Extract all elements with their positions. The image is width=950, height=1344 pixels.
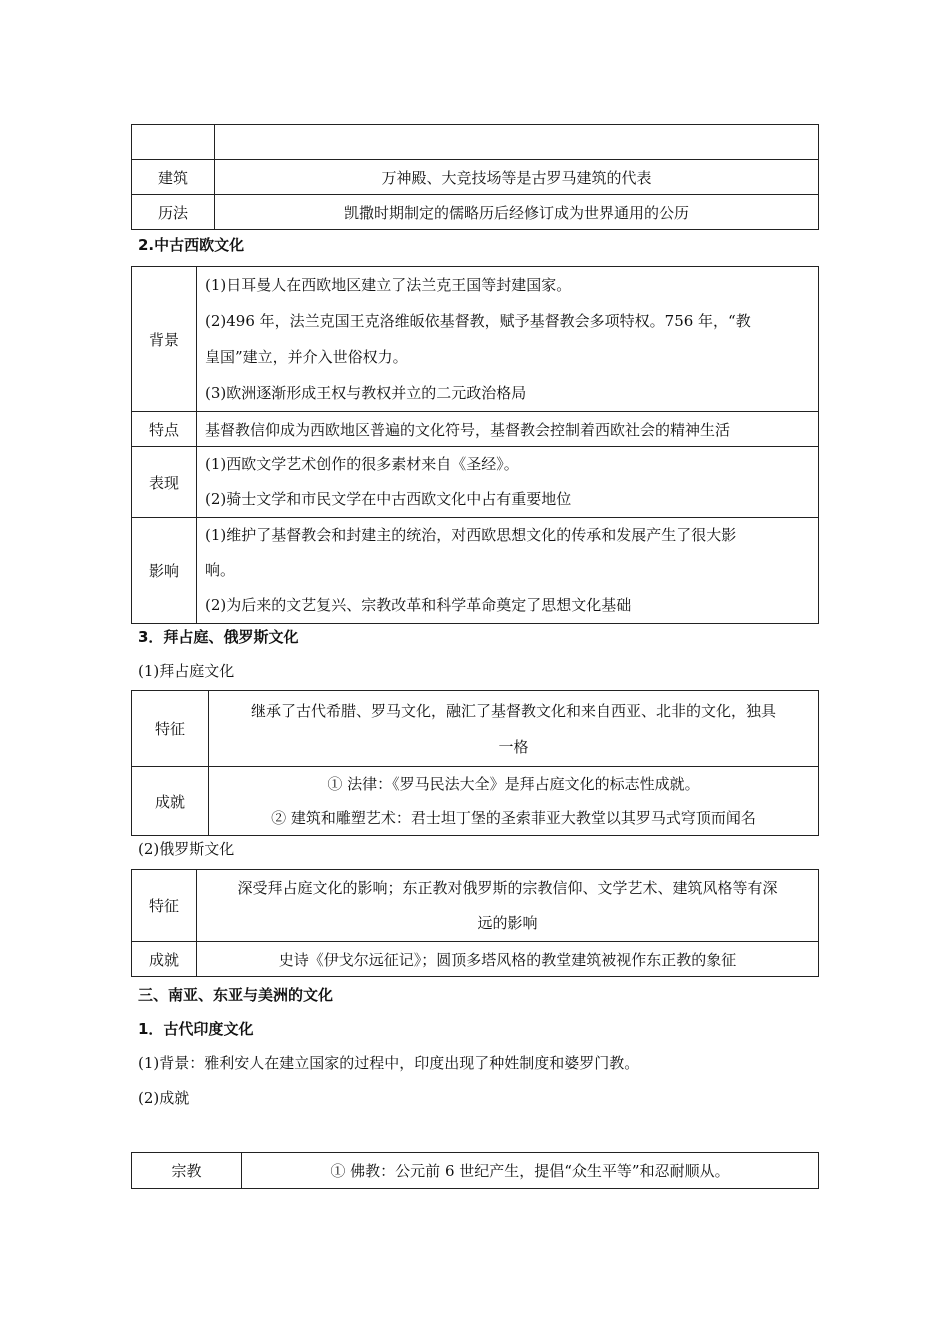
row-label: 宗教	[132, 1153, 242, 1189]
subsection-heading: (2)俄罗斯文化	[138, 840, 235, 858]
byzantine-table	[131, 690, 819, 836]
content-line: 深受拜占庭文化的影响；东正教对俄罗斯的宗教信仰、文学艺术、建筑风格等有深	[237, 878, 778, 897]
content-line: 皇国”建立，并介入世俗权力。	[205, 348, 408, 366]
row-label: 建筑	[132, 160, 215, 195]
table-row	[132, 447, 819, 518]
content-line: (2)为后来的文艺复兴、宗教改革和科学革命奠定了思想文化基础	[205, 596, 632, 614]
table-row	[132, 160, 819, 195]
roman-culture-table	[131, 124, 819, 230]
content-line: 一格	[498, 737, 529, 756]
row-content	[197, 267, 819, 412]
row-content	[209, 691, 819, 767]
row-label: 特征	[132, 691, 209, 767]
row-label: 背景	[132, 267, 197, 412]
table-row	[132, 518, 819, 624]
row-label: 影响	[132, 518, 197, 624]
content-line: 响。	[205, 561, 236, 579]
row-content	[197, 518, 819, 624]
row-label: 成就	[132, 942, 197, 977]
row-label: 成就	[132, 767, 209, 836]
part-heading: 三、南亚、东亚与美洲的文化	[138, 986, 334, 1004]
section-heading: 3．拜占庭、俄罗斯文化	[138, 628, 299, 646]
row-content: 凯撒时期制定的儒略历后经修订成为世界通用的公历	[215, 195, 819, 230]
table-row	[132, 1153, 819, 1189]
row-content	[197, 870, 819, 942]
row-label	[132, 125, 215, 160]
paragraph-achievement: (2)成就	[138, 1089, 190, 1107]
table-row	[132, 870, 819, 942]
row-content: ① 佛教：公元前 6 世纪产生，提倡“众生平等”和忍耐顺从。	[242, 1153, 819, 1189]
subsection-heading: (1)拜占庭文化	[138, 662, 235, 680]
content-line: ① 法律：《罗马民法大全》是拜占庭文化的标志性成就。	[327, 775, 700, 793]
table-row	[132, 691, 819, 767]
row-label: 历法	[132, 195, 215, 230]
table-row	[132, 195, 819, 230]
content-line: 基督教信仰成为西欧地区普遍的文化符号，基督教会控制着西欧社会的精神生活	[205, 420, 731, 439]
content-line: (1)维护了基督教会和封建主的统治，对西欧思想文化的传承和发展产生了很大影	[205, 526, 737, 544]
row-content	[209, 767, 819, 836]
content-line: (3)欧洲逐渐形成王权与教权并立的二元政治格局	[205, 384, 527, 402]
content-line: (1)日耳曼人在西欧地区建立了法兰克王国等封建国家。	[205, 276, 572, 294]
section-heading: 1．古代印度文化	[138, 1020, 254, 1038]
medieval-europe-table	[131, 266, 819, 624]
russian-table	[131, 869, 819, 977]
row-content	[197, 942, 819, 977]
content-line: 继承了古代希腊、罗马文化，融汇了基督教文化和来自西亚、北非的文化，独具	[250, 701, 776, 720]
row-content	[197, 447, 819, 518]
row-content: 万神殿、大竞技场等是古罗马建筑的代表	[215, 160, 819, 195]
india-table	[131, 1152, 819, 1189]
paragraph-background: (1)背景：雅利安人在建立国家的过程中，印度出现了种姓制度和婆罗门教。	[138, 1054, 640, 1072]
content-line: (2)骑士文学和市民文学在中古西欧文化中占有重要地位	[205, 490, 572, 508]
row-label: 特点	[132, 412, 197, 447]
content-line: 史诗《伊戈尔远征记》；圆顶多塔风格的教堂建筑被视作东正教的象征	[278, 950, 737, 969]
content-line: (2)496 年，法兰克国王克洛维皈依基督教，赋予基督教会多项特权。756 年，“教	[205, 312, 751, 330]
content-line: ② 建筑和雕塑艺术：君士坦丁堡的圣索菲亚大教堂以其罗马式穹顶而闻名	[271, 809, 756, 827]
row-label: 表现	[132, 447, 197, 518]
row-content	[197, 412, 819, 447]
content-line: (1)西欧文学艺术创作的很多素材来自《圣经》。	[205, 455, 519, 473]
table-row	[132, 412, 819, 447]
content-line: 远的影响	[477, 913, 538, 932]
table-row	[132, 942, 819, 977]
row-label: 特征	[132, 870, 197, 942]
table-row	[132, 125, 819, 160]
row-content	[215, 125, 819, 160]
table-row	[132, 267, 819, 412]
section-heading: 2.中古西欧文化	[138, 236, 245, 254]
table-row	[132, 767, 819, 836]
